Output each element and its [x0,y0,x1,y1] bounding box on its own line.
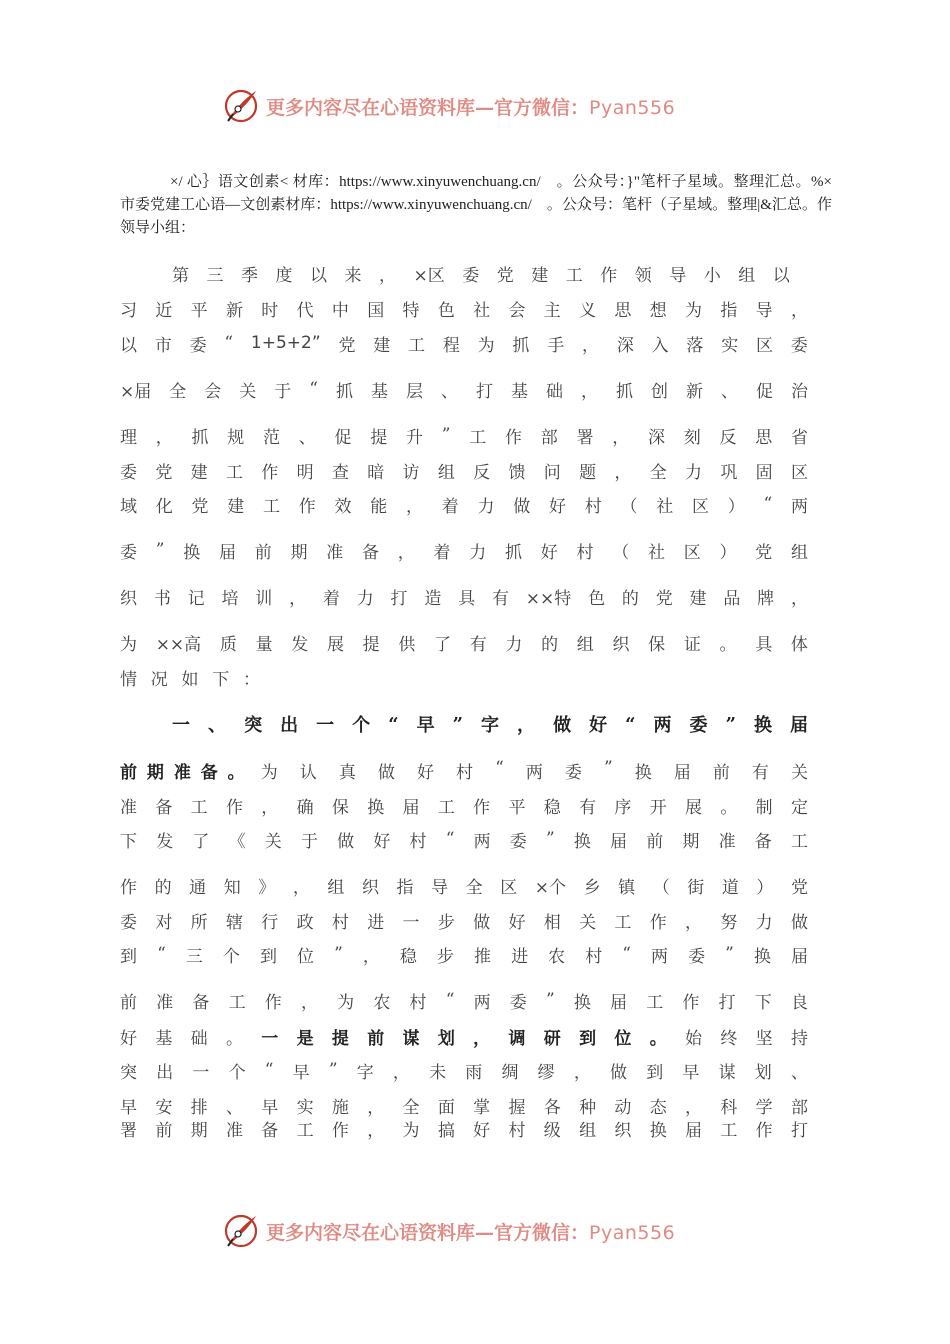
section-heading: 一 、 突 出 一 个 “ 早 ” 字 ， 做 好 “ 两 委 ” 换 届 [172,713,808,736]
section-line-text: 为 认 真 做 好 村 “ 两 委 ” 换 届 前 有 关 [260,757,808,783]
footer-banner-wechat-id: Pyan556 [589,1221,676,1244]
section-line: 前 准 备 工 作 ， 为 农 村 “ 两 委 ” 换 届 工 作 打 下 良 [120,990,808,1013]
section-line-first [120,757,808,783]
body-line: 织 书 记 培 训 ， 着 力 打 造 具 有 ××特 色 的 党 建 品 牌 ， [120,588,808,609]
footer-banner-text [266,1218,675,1245]
body-line: 域 化 党 建 工 作 效 能 ， 着 力 做 好 村 （ 社 区 ） “ 两 [120,494,808,517]
body-line: ×届 全 会 关 于 “ 抓 基 层 、 打 基 础 ， 抓 创 新 、 促 治 [120,379,808,402]
footer-banner [222,1211,742,1251]
section-line-with-bold: 好 基 础 。 一 是 提 前 谋 划 ， 调 研 到 位 。 始 终 坚 持 [120,1028,808,1049]
header-banner-wechat-id: Pyan556 [589,96,676,119]
body-line: 为 ××高 质 量 发 展 提 供 了 有 力 的 组 织 保 证 。 具 体 [120,634,808,655]
section-line: 署 前 期 准 备 工 作 ， 为 搞 好 村 级 组 织 换 届 工 作 打 [120,1120,808,1141]
intro-paragraph: ×/ 心｝语文创素< 材库：https://www.xinyuwenchuang.cn/ 。公众号：}"笔杆子星域。整理汇总。%× 市委党建工心语—文创素材库：https://www.xinyuwenchuang.cn/ 。公众号：笔杆（子星域。整理|&汇总。作领导小组： [120,174,848,236]
section-line: 下 发 了 《 关 于 做 好 村 “ 两 委 ” 换 届 前 期 准 备 工 [120,829,808,852]
section-line: 准 备 工 作 ， 确 保 换 届 工 作 平 稳 有 序 开 展 。 制 定 [120,797,808,818]
footer-banner-cn: 更多内容尽在心语资料库—官方微信： [266,1221,590,1244]
header-banner-text [266,93,675,120]
quill-pen-logo-icon [222,1212,260,1250]
header-banner-cn: 更多内容尽在心语资料库—官方微信： [266,96,590,119]
body-line: 委 党 建 工 作 明 查 暗 访 组 反 馈 问 题 ， 全 力 巩 固 区 [120,462,808,483]
body-line: 第 三 季 度 以 来 ， ×区 委 党 建 工 作 领 导 小 组 以 [172,265,790,286]
header-banner [222,86,742,126]
section-heading-continued: 前 期 准 备 。 [120,762,247,783]
section-line: 委 对 所 辖 行 政 村 进 一 步 做 好 相 关 工 作 ， 努 力 做 [120,912,808,933]
body-line: 情 况 如 下 ： [120,669,260,690]
body-line: 习 近 平 新 时 代 中 国 特 色 社 会 主 义 思 想 为 指 导 ， [120,300,808,321]
section-line: 到 “ 三 个 到 位 ” ， 稳 步 推 进 农 村 “ 两 委 ” 换 届 [120,944,808,967]
section-line: 突 出 一 个 “ 早 ” 字 ， 未 雨 绸 缪 ， 做 到 早 谋 划 、 [120,1060,808,1083]
section-line: 早 安 排 、 早 实 施 ， 全 面 掌 握 各 种 动 态 ， 科 学 部 [120,1097,808,1118]
quill-pen-logo-icon [222,87,260,125]
section-line: 作 的 通 知 》 ， 组 织 指 导 全 区 ×个 乡 镇 （ 街 道 ） 党 [120,877,808,898]
body-line: 委 ” 换 届 前 期 准 备 ， 着 力 抓 好 村 （ 社 区 ） 党 组 [120,540,808,563]
body-line: 以 市 委 “ 1+5+2” 党 建 工 程 为 抓 手 ， 深 入 落 实 区 委 [120,333,808,356]
body-line: 理 ， 抓 规 范 、 促 提 升 ” 工 作 部 署 ， 深 刻 反 思 省 [120,425,808,448]
